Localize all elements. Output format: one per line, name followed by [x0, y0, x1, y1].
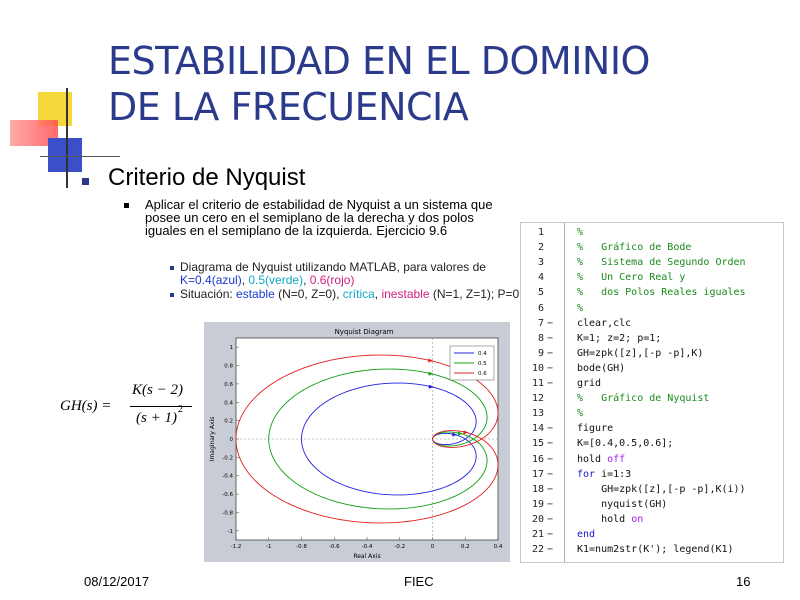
sub-bullet-marker-2 [170, 293, 174, 297]
slide-title [108, 38, 788, 130]
code-line[interactable] [521, 408, 783, 423]
code-text [577, 454, 625, 465]
code-text [577, 423, 613, 434]
code-text [577, 303, 583, 314]
plot-title: Nyquist Diagram [334, 328, 394, 336]
plot-legend [450, 346, 494, 380]
line-number: 5 [537, 287, 544, 299]
y-tick-label: -1 [227, 528, 233, 535]
line-marker: − [547, 362, 554, 374]
code-token: % dos Polos Reales iguales [577, 287, 746, 299]
y-tick-label: 0.4 [224, 400, 233, 407]
k-green-label: 0.5(verde) [248, 273, 304, 287]
legend-label: 0.6 [478, 371, 487, 377]
code-token: K1=num2str(K'); legend(K1) [577, 544, 734, 556]
code-text [577, 499, 667, 510]
y-tick-label: 0 [229, 437, 233, 443]
code-line[interactable] [521, 287, 783, 302]
x-tick-label: -1.2 [230, 544, 242, 550]
code-token: GH=zpk([z],[-p -p],K) [577, 347, 704, 359]
code-line[interactable] [521, 272, 783, 287]
code-text [577, 242, 691, 253]
code-text [577, 529, 595, 540]
sub-bullet-1-text: Diagrama de Nyquist utilizando MATLAB, para valores de [180, 260, 486, 274]
code-token: figure [577, 423, 614, 435]
code-line[interactable] [521, 469, 783, 484]
legend-label: 0.4 [478, 351, 487, 357]
x-tick-label: -0.8 [296, 544, 307, 550]
y-tick-label: 1 [229, 345, 233, 352]
line-number: 15 [531, 438, 544, 450]
line-number: 6 [537, 302, 544, 314]
sub-bullet-2: Situación: estable (N=0, Z=0), crítica, inestable (N=1, Z=1); P=0 [180, 287, 520, 301]
code-line[interactable] [521, 348, 783, 363]
code-token: clear,clc [577, 317, 632, 329]
decor-blue-square [48, 138, 82, 172]
line-number: 13 [531, 408, 544, 420]
decor-horizontal-line [40, 156, 120, 157]
code-text [577, 378, 601, 389]
line-marker: − [547, 513, 554, 525]
code-token: % [577, 302, 584, 314]
line-number: 12 [531, 393, 544, 405]
footer-center: FIEC [404, 574, 434, 589]
line-marker: − [547, 438, 554, 450]
code-line[interactable] [521, 529, 783, 544]
y-tick-label: 0.8 [224, 363, 233, 370]
sub-bullet-2-mid: (N=0, Z=0), [274, 287, 343, 301]
line-number: 11 [531, 378, 544, 389]
code-text [577, 438, 673, 449]
line-number: 16 [531, 453, 544, 465]
x-tick-label: 0 [430, 544, 435, 550]
code-token: off [607, 453, 626, 465]
code-token: i=1:3 [601, 468, 632, 480]
line-marker: − [547, 483, 554, 495]
line-marker: − [547, 453, 554, 465]
line-number: 4 [537, 272, 544, 284]
code-line[interactable] [521, 423, 783, 438]
legend-label: 0.5 [478, 361, 487, 367]
formula-numerator: K(s − 2) [132, 382, 183, 398]
line-number: 3 [537, 257, 544, 269]
line-number: 20 [531, 513, 544, 525]
line-marker: − [547, 498, 554, 510]
sub-bullet-2-end: (N=1, Z=1); P=0 [429, 287, 520, 301]
nyquist-plot [204, 322, 510, 562]
plot-xlabel: Real Axis [353, 553, 381, 560]
code-text [577, 514, 643, 525]
code-token: % [577, 227, 584, 238]
line-number: 14 [531, 423, 544, 435]
code-line[interactable] [521, 499, 783, 514]
line-number: 1 [537, 227, 544, 238]
slide-title-line-1: ESTABILIDAD EN EL DOMINIO [108, 39, 650, 83]
k-blue-label: K=0.4(azul) [180, 273, 242, 287]
code-line[interactable] [521, 318, 783, 333]
code-token: % [577, 408, 584, 420]
code-line[interactable] [521, 544, 783, 559]
heading-bullet [82, 178, 89, 185]
code-line[interactable] [521, 242, 783, 257]
line-number: 22 [531, 544, 544, 556]
code-text [577, 227, 583, 238]
code-token: on [631, 513, 644, 525]
critica-label: crítica [342, 287, 375, 301]
y-tick-label: -0.2 [222, 455, 233, 462]
code-line[interactable] [521, 363, 783, 378]
formula-exponent: 2 [178, 404, 183, 415]
sub-bullet-marker-1 [170, 266, 174, 270]
code-token: % Gráfico de Nyquist [577, 393, 710, 405]
code-line[interactable] [521, 454, 783, 469]
code-token: for [577, 468, 602, 480]
code-line[interactable] [521, 333, 783, 348]
code-text [577, 408, 583, 419]
formula-denominator: (s + 1) [136, 410, 177, 426]
line-marker: − [547, 468, 554, 480]
line-number: 18 [531, 483, 544, 495]
bullet-marker [124, 203, 129, 208]
decor-vertical-line [66, 88, 68, 188]
code-token: K=1; z=2; p=1; [577, 332, 662, 344]
code-token: % Sistema de Segundo Orden [577, 257, 746, 269]
code-token: K=[0.4,0.5,0.6]; [577, 438, 674, 450]
code-token: grid [577, 378, 602, 389]
code-token: % Gráfico de Bode [577, 242, 692, 254]
sub-bullet-1: Diagrama de Nyquist utilizando MATLAB, para valores de K=0.4(azul), 0.5(verde), 0.6(rojo) [180, 260, 486, 287]
sub-bullet-2-prefix: Situación: [180, 287, 237, 301]
code-token: GH=zpk([z],[-p -p],K(i)) [577, 483, 746, 495]
formula-lhs: GH(s) = [60, 398, 112, 414]
y-tick-label: -0.8 [222, 510, 233, 517]
code-line[interactable] [521, 303, 783, 318]
line-marker: − [547, 347, 554, 359]
code-text [577, 393, 709, 404]
x-tick-label: -0.2 [394, 544, 406, 550]
x-tick-label: 0.2 [460, 544, 470, 550]
code-token: end [577, 529, 596, 540]
y-tick-label: -0.6 [222, 492, 233, 499]
line-marker: − [547, 317, 554, 329]
code-token: hold [577, 513, 632, 525]
code-text [577, 363, 625, 374]
main-bullet-text: Aplicar el criterio de estabilidad de Nyquist a un sistema que posee un cero en el semiplano de la derecha y dos polos iguales en el semiplano de la izquierda. Ejercicio 9.6 [145, 197, 493, 238]
x-tick-label: -0.6 [328, 544, 340, 550]
k-red-label: 0.6(rojo) [309, 273, 355, 287]
code-text [577, 318, 631, 329]
matlab-code-editor[interactable] [520, 222, 784, 563]
line-marker: − [547, 529, 554, 540]
line-marker: − [547, 423, 554, 435]
footer-date: 08/12/2017 [84, 574, 150, 589]
code-text [577, 469, 631, 480]
line-marker: − [547, 544, 554, 556]
slide-title-line-2: DE LA FRECUENCIA [108, 85, 469, 129]
code-text [577, 272, 685, 283]
line-marker: − [547, 332, 554, 344]
code-line[interactable] [521, 393, 783, 408]
code-token: nyquist(GH) [577, 498, 668, 510]
section-heading: Criterio de Nyquist [108, 164, 306, 191]
line-number: 7 [537, 317, 544, 329]
x-tick-label: -1 [266, 544, 272, 550]
plot-ylabel: Imaginary Axis [209, 416, 216, 462]
code-text [577, 287, 746, 298]
x-tick-label: -0.4 [361, 544, 373, 550]
code-line[interactable] [521, 514, 783, 529]
y-tick-label: 0.2 [224, 418, 233, 425]
code-token: bode(GH) [577, 362, 626, 374]
code-token: % Un Cero Real y [577, 272, 686, 284]
code-text [577, 544, 734, 555]
inestable-label: inestable [381, 287, 430, 301]
line-number: 8 [537, 332, 544, 344]
footer-page-number: 16 [736, 574, 751, 589]
transfer-function-formula [60, 382, 200, 438]
x-tick-label: 0.4 [493, 544, 503, 550]
code-text [577, 333, 661, 344]
line-number: 2 [537, 242, 544, 254]
estable-label: estable [236, 287, 275, 301]
code-line[interactable] [521, 438, 783, 453]
line-number: 17 [531, 468, 544, 480]
code-text [577, 257, 746, 268]
line-marker: − [547, 378, 554, 389]
code-line[interactable] [521, 257, 783, 272]
y-tick-label: 0.6 [224, 381, 233, 388]
code-token: hold [577, 453, 608, 465]
code-line[interactable] [521, 378, 783, 393]
line-number: 9 [537, 347, 544, 359]
y-tick-label: -0.4 [222, 473, 233, 480]
code-text [577, 348, 703, 359]
code-line[interactable] [521, 227, 783, 242]
line-number: 10 [531, 362, 544, 374]
code-text [577, 484, 746, 495]
code-line[interactable] [521, 484, 783, 499]
line-number: 19 [531, 498, 544, 510]
line-number: 21 [531, 529, 544, 540]
